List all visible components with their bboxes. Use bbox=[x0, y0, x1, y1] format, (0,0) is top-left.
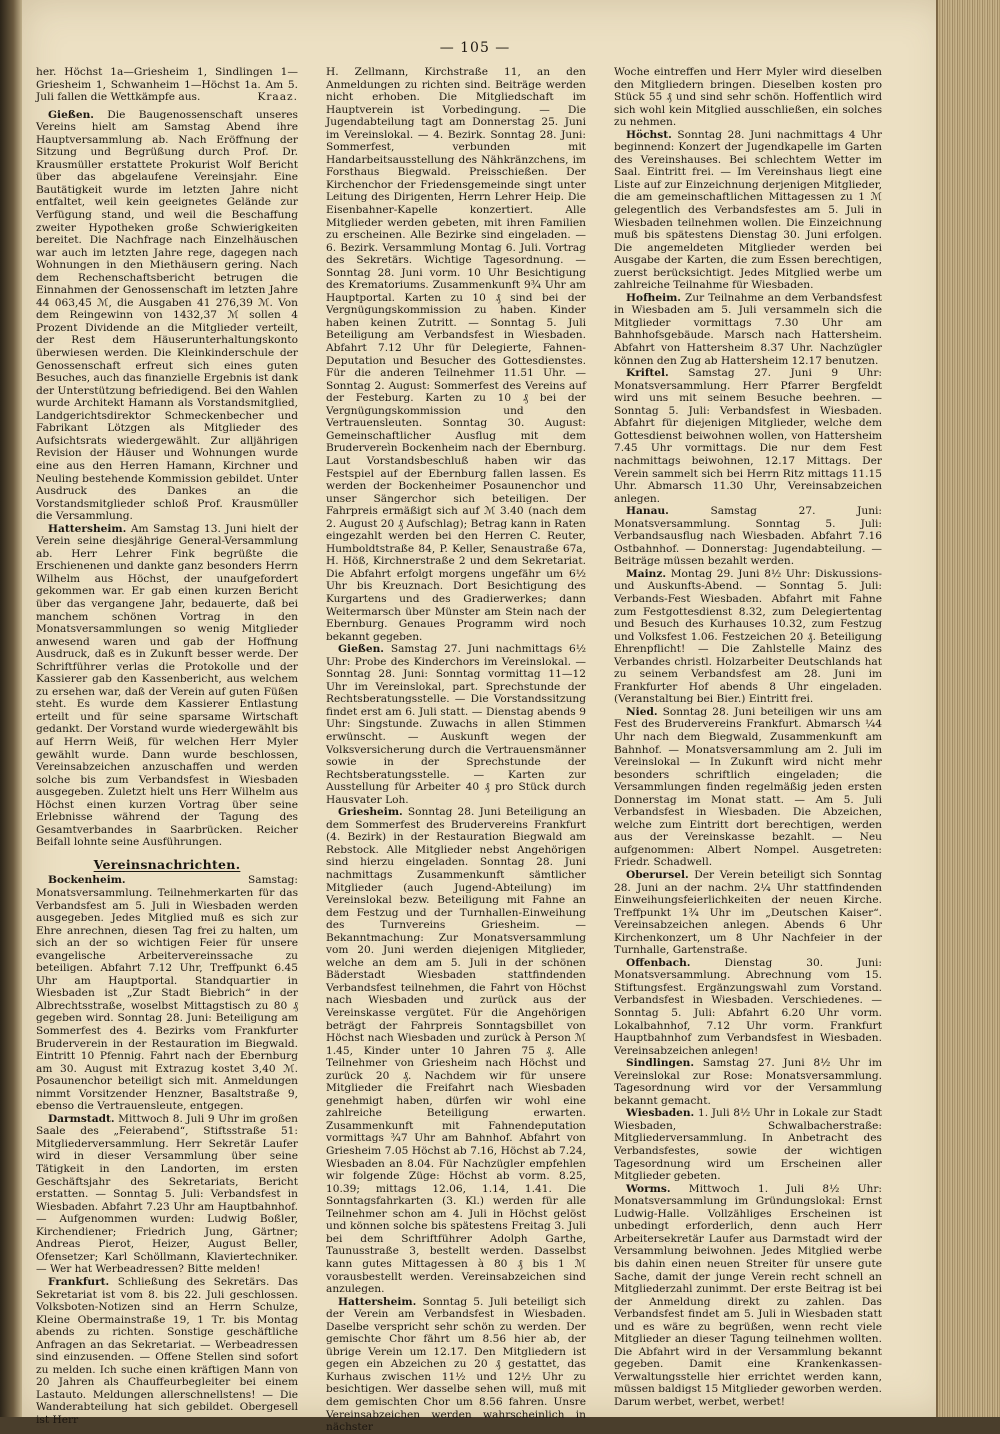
news-frankfurt-continued: H. Zellmann, Kirchstraße 11, an den Anmeldungen zu richten sind. Beiträge werden nicht erhoben. Die Mitgliedschaft im Hauptverein ist Vorbedingung. — Die Jugendabteilung tagt am Donnerstag 25. Juni im Vereinslokal. — 4. Bezirk. Sonntag 28. Juni: Sommerfest, verbunden mit Handarbeitsausstellung des Nähkränzchens, im Forsthaus Biegwald. Preisschießen. Der Kirchenchor der Friedensgemeinde singt unter Leitung des Dirigenten, Herrn Lehrer Heip. Die Eisenbahner-Kapelle konzertiert. Alle Mitglieder werden gebeten, mit ihren Familien zu erscheinen. Alle Bezirke sind eingeladen. — 6. Bezirk. Versammlung Montag 6. Juli. Vortrag des Sekretärs. Wichtige Tagesordnung. — Sonntag 28. Juni vorm. 10 Uhr Besichtigung des Krematoriums. Zusammenkunft 9¾ Uhr am Hauptportal. Karten zu 10 ₰ sind bei der Vergnügungskommission zu haben. Kinder haben keinen Zutritt. — Sonntag 5. Juli Beteiligung am Verbandsfest in Wiesbaden. Abfahrt 7.12 Uhr für Delegierte, Fahnen-Deputation und Besucher des Gottesdienstes. Für die anderen Teilnehmer 11.51 Uhr. — Sonntag 2. August: Sommerfest des Vereins auf der Festeburg. Karten zu 10 ₰ bei der Vergnügungskommission und den Vertrauensleuten. Sonntag 30. August: Gemeinschaftlicher Ausflug mit dem Brudervereìn Bockenheim nach der Ebernburg. Laut Vorstandsbeschluß haben wir das Festspiel auf der Ebernburg fallen lassen. Es werden der Bockenheimer Posaunenchor und unser Sängerchor sich beteiligen. Der Fahrpreis ermäßigt sich auf ℳ 3.40 (nach dem 2. August 20 ₰ Aufschlag); Betrag kann in Raten eingezahlt werden bei den Herren C. Reuter, Humboldtstraße 84, P. Keller, Senaustraße 67a, H. Höß, Kirchnerstraße 2 und dem Sekretariat. Die Abfahrt erfolgt morgens ungefähr um 6½ Uhr bis Kreuznach. Dort Besichtigung des Kurgartens und des Gradierwerkes; dann Weitermarsch über Münster am Stein nach der Ebernburg. Genaues Programm wird noch bekannt gegeben. bbox=[326, 66, 586, 643]
place-name: Darmstadt. bbox=[48, 1112, 115, 1125]
news-text: Schließung des Sekretärs. Das Sekretariat ist vom 8. bis 22. Juli geschlossen. Volksboten-Notizen sind an Herrn Schulze, Kleine Obermainstraße 19, 1 Tr. bis Montag abends zu richten. Sonstige geschäftliche Anfragen an das Sekretariat. — Werbeadressen sind einzusenden. — Offene Stellen sind sofort zu melden. Ich suche einen kräftigen Mann von 20 Jahren als Chauffeurbegleiter bei einem Lastauto. Meldungen allerschnellstens! — Die Wanderabteilung hat sich gebildet. Obergesell ist Herr bbox=[36, 1275, 298, 1426]
news-text: 1. Juli 8½ Uhr in Lokale zur Stadt Wiesbaden, Schwalbacherstraße: Mitgliederversammlung. In Anbetracht des Verbandsfestes, sowie der wichtigen Tagesordnung wird um Erscheinen aller Mitglieder gebeten. bbox=[614, 1107, 882, 1183]
news-text: Samstag 27. Juni: Monatsversammlung. Sonntag 5. Juli: Verbandsausflug nach Wiesbaden. Abfahrt 7.16 Ostbahnhof. — Donnerstag: Jugendabteilung. — Beiträge müssen bezahlt werden. bbox=[614, 505, 882, 568]
news-text: Samstag 27. Juni 9 Uhr: Monatsversammlung. Herr Pfarrer Bergfeldt wird uns mit seinem Besuche beehren. — Sonntag 5. Juli: Verbandsfest in Wiesbaden. Abfahrt für diejenigen Mitglieder, welche dem Gottesdienst beiwohnen wollen, von Hattersheim 7.45 Uhr vormittags. Die nur dem Fest nachmittags beiwohnen, 12.17 Mittags. Der Verein sammelt sich bei Herrn Ritz mittags 11.15 Uhr. Abmarsch 11.30 Uhr, Vereinsabzeichen anlegen. bbox=[614, 367, 882, 505]
place-name: Hattersheim. bbox=[48, 522, 127, 535]
place-name: Oberursel. bbox=[626, 869, 689, 881]
news-hanau bbox=[614, 505, 882, 568]
news-text: Sonntag 28. Juni Beteiligung an dem Sommerfest des Brudervereins Frankfurt (4. Bezirk) in der Restauration Biegwald am Rebstock. Alle Mitglieder nebst Angehörigen sind hierzu eingeladen. Sonntag 28. Juni nachmittags Zusammenkunft sämtlicher Mitglieder (auch Jugend-Abteilung) im Vereinslokal bezw. Beteiligung mit Fahne an dem Festzug und der Turnhallen-Einweihung des Turnvereins Griesheim. — Bekanntmachung: Zur Monatsversammlung vom 20. Juni werden diejenigen Mitglieder, welche an dem am 5. Juli in der schönen Bäderstadt Wiesbaden stattfindenden Verbandsfest teilnehmen, die Fahrt von Höchst nach Wiesbaden und zurück aus der Vereinskasse vergütet. Für die Angehörigen beträgt der Fahrpreis Sonntagsbillet von Höchst nach Wiesbaden und zurück à Person ℳ 1.45, Kinder unter 10 Jahren 75 ₰. Alle Teilnehmer von Griesheim nach Höchst und zurück 20 ₰. Nachdem wir für unsere Mitglieder die Freifahrt nach Wiesbaden genehmigt haben, dürfen wir wohl eine zahlreiche Beteiligung erwarten. Zusammenkunft mit Fahnendeputation vormittags ¾7 Uhr am Bahnhof. Abfahrt von Griesheim 7.05 Höchst ab 7.16, Höchst ab 7.24, Wiesbaden an 8.04. Für Nachzügler empfehlen wir folgende Züge: Höchst ab vorm. 8.25, 10.39; mittags 12.06, 1.14, 1.41. Die Sonntagsfahrkarten (3. Kl.) werden für alle Teilnehmer schon am 4. Juli in Höchst gelöst und können solche bis spätestens Freitag 3. Juli bei dem Schriftführer Adolph Garthe, Taunusstraße 3, bestellt werden. Dasselbst kann gutes Mittagessen à 80 ₰ bis 1 ℳ vorausbestellt werden. Vereinsabzeichen sind anzulegen. bbox=[326, 806, 587, 1296]
report-text: Am Samstag 13. Juni hielt der Verein seine diesjährige General-Versammlung ab. Herr Lehrer Fink begrüßte die Erschienenen und dankte ganz besonders Herrn Wilhelm aus Höchst, der unaufgefordert gekommen war. Er gab einen kurzen Bericht über das vergangene Jahr, bedauerte, daß bei manchem schönen Vortrag in den Monatsversammlungen so wenig Mitglieder anwesend waren und gab der Hoffnung Ausdruck, daß es in Zukunft besser werde. Der Schriftführer verlas die Protokolle und der Kassierer gab den Kassenbericht, aus welchem zu ersehen war, daß der Verein auf guten Füßen steht. Es wurde dem Kassierer Entlastung erteilt und für seine sparsame Wirtschaft gedankt. Der Vorstand wurde wiedergewählt bis auf Herrn Weiß, für welchen Herr Myler gewählt wurde. Dann wurde beschlossen, Vereinsabzeichen anzuschaffen und werden solche bis zum Verbandsfest in Wiesbaden ausgegeben. Zuletzt hielt uns Herr Wilhelm aus Höchst einen kurzen Vortrag über seine Erlebnisse während der Tagung des Gesamtverbandes in Saarbrücken. Reicher Beifall lohnte seine Ausführungen. bbox=[36, 522, 299, 849]
binding-shadow bbox=[0, 0, 22, 1417]
news-bockenheim bbox=[36, 874, 298, 1112]
news-text: Samstag 27. Juni nachmittags 6½ Uhr: Probe des Kinderchors im Vereinslokal. — Sonntag 28. Juni: Sonntag vormittag 11—12 Uhr im Vereinslokal, part. Sprechstunde der Rechtsberatungsstelle. — Die Vorstandssitzung findet erst am 6. Juli statt. — Dienstag abends 9 Uhr: Singstunde. Zuwachs in allen Stimmen erwünscht. — Auskunft wegen der Volksversicherung durch die Vertrauensmänner sowie in der Sprechstunde der Rechtsberatungsstelle. — Karten zur Ausstellung für Arbeiter 40 ₰ pro Stück durch Hausvater Loh. bbox=[326, 643, 586, 806]
paragraph-text: her. Höchst 1a—Griesheim 1, Sindlingen 1—Griesheim 1, Schwanheim 1—Höchst 1a. Am 5. Juli fallen die Wettkämpfe aus. bbox=[36, 66, 298, 104]
news-giessen bbox=[326, 643, 586, 806]
news-hoechst bbox=[614, 129, 882, 292]
news-text: Samstag 27. Juni 8½ Uhr im Vereinslokal zur Rose: Monatsversammlung. Tagesordnung wird vor der Versammlung bekannt gemacht. bbox=[614, 1057, 882, 1107]
place-name: Hofheim. bbox=[626, 291, 681, 304]
news-text: Mittwoch 8. Juli 9 Uhr im großen Saale des „Feierabend“, Stiftsstraße 51: Mitgliederversammlung. Herr Sekretär Laufer wird in dieser Versammlung über seine Tätigkeit in den Landorten, im ersten Geschäftsjahr des Sekretariats, Bericht erstatten. — Sonntag 5. Juli: Verbandsfest in Wiesbaden. Abfahrt 7.23 Uhr am Hauptbahnhof. — Aufgenommen wurden: Ludwig Boßler, Kirchendiener; Friedrich Jung, Gärtner; Andreas Pierot, Heizer, August Beller, Ofensetzer; Karl Schöllmann, Klaviertechniker. — Wer hat Werbeadressen? Bitte melden! bbox=[36, 1112, 298, 1276]
section-heading: Vereinsnachrichten. bbox=[93, 856, 241, 872]
report-text: Die Baugenossenschaft unseres Vereins hielt am Samstag Abend ihre Hauptversammlung ab. Nach Eröffnung der Sitzung und Begrüßung durch Prof. Dr. Krausmüller erstattete Prokurist Wolf Bericht über das abgelaufene Vereinsjahr. Eine Bautätigkeit wurde im letzten Jahre nicht entfaltet, weil kein geeignetes Gelände zur Verfügung stand, und weil die Beschaffung zweiter Hypotheken große Schwierigkeiten bereitet. Die Nachfrage nach Einzelhäuschen war auch im letzten Jahre rege, dagegen nach Wohnungen in den Miethäusern gering. Nach dem Rechenschaftsbericht betrugen die Einnahmen der Genossenschaft im letzten Jahre 44 063,45 ℳ, die Ausgaben 41 276,39 ℳ. Von dem Reingewinn von 1432,37 ℳ sollen 4 Prozent Dividende an die Mitglieder verteilt, der Rest dem Häuserunterhaltungskonto überwiesen werden. Die Kleinkinderschule der Genossenschaft erfreut sich eines guten Besuches, auch das finanzielle Ergebnis ist dank der Unterstützung befriedigend. Bei den Wahlen wurde Architekt Hamann als Vorstandsmitglied, Landgerichtsdirektor Schmeckenbecher und Fabrikant Lötzgen als Mitglieder des Aufsichtsrats wiedergewählt. Zur alljährigen Revision der Häuser und Wohnungen wurde eine aus den Herren Hamann, Kirchner und Neuling bestehende Kommission gebildet. Unter Ausdruck des Dankes an die Vorstandsmitglieder schloß Prof. Krausmüller die Versammlung. bbox=[36, 108, 298, 523]
report-hattersheim bbox=[36, 523, 298, 849]
news-hattersheim-continued: Woche eintreffen und Herr Myler wird dieselben den Mitgliedern bringen. Dieselben kosten pro Stück 55 ₰ und sind sehr schön. Hoffentlich wird sich wohl kein Mitglied ausschließen, ein solches zu nehmen. bbox=[614, 66, 882, 129]
news-worms bbox=[614, 1183, 882, 1409]
place-name: Gießen. bbox=[338, 643, 384, 656]
page-stack-edge bbox=[936, 0, 1000, 1417]
news-text: Zur Teilnahme an dem Verbandsfest in Wiesbaden am 5. Juli versammeln sich die Mitglieder vormittags 7.30 Uhr am Bahnhofsgebäude. Marsch nach Hattersheim. Abfahrt von Hattersheim 8.37 Uhr. Nachzügler können den Zug ab Hattersheim 12.17 benutzen. bbox=[614, 291, 882, 367]
news-mainz bbox=[614, 568, 882, 706]
place-name: Bockenheim. bbox=[48, 874, 126, 887]
place-name: Griesheim. bbox=[338, 806, 403, 819]
column-left bbox=[36, 66, 299, 1426]
news-text: Der Verein beteiligt sich Sonntag 28. Juni an der nachm. 2¼ Uhr stattfindenden Einweihungsfeierlichkeiten der neuen Kirche. Treffpunkt 1¾ Uhr im „Deutschen Kaiser“. Vereinsabzeichen anlegen. Abends 6 Uhr Kirchenkonzert, um 8 Uhr Nachfeier in der Turnhalle, Gartenstraße. bbox=[614, 869, 882, 957]
news-kriftel bbox=[614, 367, 882, 505]
page-number: — 105 — bbox=[439, 40, 511, 56]
place-name: Mainz. bbox=[626, 567, 667, 580]
place-name: Wiesbaden. bbox=[626, 1107, 695, 1120]
news-frankfurt bbox=[36, 1276, 298, 1427]
news-oberursel bbox=[614, 869, 882, 957]
news-darmstadt bbox=[36, 1113, 298, 1276]
news-text: Sonntag 28. Juni beteiligen wir uns am Fest des Brudervereins Frankfurt. Abmarsch ¼4 Uhr nach dem Biegwald, Zusammenkunft am Bahnhof. — Monatsversammlung am 2. Juli im Vereinslokal — In Zukunft wird nicht mehr besonders schriftlich eingeladen; die Versammlungen finden regelmäßig jeden ersten Donnerstag im Monat statt. — Am 5. Juli Verbandsfest in Wiesbaden. Die Abzeichen, welche zum Eintritt dort berechtigen, werden aus der Vereinskasse bezahlt. — Neu aufgenommen: Albert Nompel. Ausgetreten: Friedr. Schadwell. bbox=[614, 705, 882, 869]
column-right bbox=[614, 66, 882, 1408]
news-text: Sonntag 5. Juli beteiligt sich der Verein am Verbandsfest in Wiesbaden. Daselbe verspricht sehr schön zu werden. Der gemischte Chor fährt um 8.56 hier ab, der übrige Verein um 12.17. Den Mitgliedern ist gegen ein Abzeichen zu 20 ₰ gestattet, das Kurhaus zwischen 11½ und 12½ Uhr zu besichtigen. Wer dasselbe sehen will, muß mit dem gemischten Chor um 8.56 fahren. Unsre Vereinsabzeichen werden wahrscheinlich in nächster bbox=[326, 1295, 587, 1434]
place-name: Kriftel. bbox=[626, 367, 669, 380]
news-nied bbox=[614, 706, 882, 869]
news-sindlingen bbox=[614, 1057, 882, 1107]
place-name: Nied. bbox=[626, 705, 658, 718]
place-name: Gießen. bbox=[48, 108, 94, 121]
news-text: Sonntag 28. Juni nachmittags 4 Uhr beginnend: Konzert der Jugendkapelle im Garten des Vereinshauses. Bei schlechtem Wetter im Saal. Eintritt frei. — Im Vereinshaus liegt eine Liste auf zur Einzeichnung derjenigen Mitglieder, die am gemeinschaftlichen Mittagessen zu 1 ℳ gelegentlich des Verbandsfestes am 5. Juli in Wiesbaden teilnehmen wollen. Die Einzeichnung muß bis spätestens Dienstag 30. Juni erfolgen. Die angemeldeten Mitglieder werden bei Ausgabe der Karten, die zum Essen berechtigen, zuerst berücksichtigt. Jedes Mitglied werbe um zahlreiche Teilnahme für Wiesbaden. bbox=[614, 128, 882, 292]
place-name: Worms. bbox=[626, 1182, 671, 1195]
column-middle bbox=[326, 66, 587, 1434]
place-name: Frankfurt. bbox=[48, 1275, 110, 1288]
news-text: Dienstag 30. Juni: Monatsversammlung. Abrechnung vom 15. Stiftungsfest. Ergänzungswahl zum Vorstand. Verbandsfest in Wiesbaden. Verschiedenes. — Sonntag 5. Juli: Abfahrt 6.20 Uhr vorm. Lokalbahnhof, 7.12 Uhr vorm. Frankfurt Hauptbahnhof zum Verbandsfest in Wiesbaden. Vereinsabzeichen anlegen! bbox=[614, 956, 882, 1057]
report-giessen bbox=[36, 109, 298, 523]
news-wiesbaden bbox=[614, 1107, 882, 1182]
author-signature: Kraaz. bbox=[257, 91, 298, 104]
news-text: Mittwoch 1. Juli 8½ Uhr: Monatsversammlung im Gründungslokal: Ernst Ludwig-Halle. Vollzähliges Erscheinen ist unbedingt erforderlich, denn auch Herr Arbeitersekretär Laufer aus Darmstadt wird der Versammlung beiwohnen. Jedes Mitglied werbe bis dahin einen neuen Streiter für unsere gute Sache, damit der junge Verein recht schnell an Mitgliederzahl zunimmt. Der erste Beitrag ist bei der Anmeldung direkt zu zahlen. Das Verbandsfest findet am 5. Juli in Wiesbaden statt und es wäre zu begrüßen, wenn recht viele Mitglieder an dieser Tagung teilnehmen wollten. Die Abfahrt wird in der Versammlung bekannt gegeben. Damit eine Krankenkassen-Verwaltungsstelle hier errichtet werden kann, müssen baldigst 15 Mitglieder geworben werden. Darum werbet, werbet, werbet! bbox=[614, 1182, 882, 1408]
news-hofheim bbox=[614, 292, 882, 367]
place-name: Höchst. bbox=[626, 128, 672, 141]
place-name: Sindlingen. bbox=[626, 1057, 695, 1070]
paragraph-continuation bbox=[36, 66, 298, 104]
news-griesheim bbox=[326, 806, 586, 1295]
news-text: Samstag: Monatsversammlung. Teilnehmerkarten für das Verbandsfest am 5. Juli in Wiesbaden werden ausgegeben. Jedes Mitglied muß es sich zur Ehre anrechnen, diesen Tag frei zu halten, um sich an der so wichtigen Feier für unsere evangelische Arbeitervereinssache zu beteiligen. Abfahrt 7.12 Uhr, Treffpunkt 6.45 Uhr am Hauptportal. Standquartier in Wiesbaden ist „Zur Stadt Biebrich“ in der Albrechtsstraße, woselbst Mittagstisch zu 80 ₰ gegeben wird. Sonntag 28. Juni: Beteiligung am Sommerfest des 4. Bezirks vom Frankfurter Bruderverein in der Restauration im Biegwald. Eintritt 10 Pfennig. Fahrt nach der Ebernburg am 30. August mit Extrazug kostet 3,40 ℳ. Posaunenchor beteiligt sich mit. Anmeldungen nimmt Vorsitzender Henzner, Basaltstraße 9, ebenso die Vertrauensleute, entgegen. bbox=[36, 874, 298, 1113]
news-text: Montag 29. Juni 8½ Uhr: Diskussions- und Auskunfts-Abend. — Sonntag 5. Juli: Verbands-Fest Wiesbaden. Abfahrt mit Fahne zum Festgottesdienst 8.32, zum Delegiertentag und Besuch des Kurhauses 10.32, zum Festzug und Volksfest 1.06. Festzeichen 20 ₰. Beteiligung Ehrenpflicht! — Die Zahlstelle Mainz des Verbandes christl. Holzarbeiter Deutschlands hat zu seinem Verbandsfest am 28. Juni im Frankfurter Hof abends 8 Uhr eingeladen. (Veranstaltung bei Bier.) Eintritt frei. bbox=[614, 567, 882, 706]
news-offenbach bbox=[614, 957, 882, 1057]
place-name: Hattersheim. bbox=[338, 1295, 417, 1308]
place-name: Hanau. bbox=[626, 505, 669, 518]
place-name: Offenbach. bbox=[626, 956, 691, 969]
news-hattersheim bbox=[326, 1296, 586, 1434]
